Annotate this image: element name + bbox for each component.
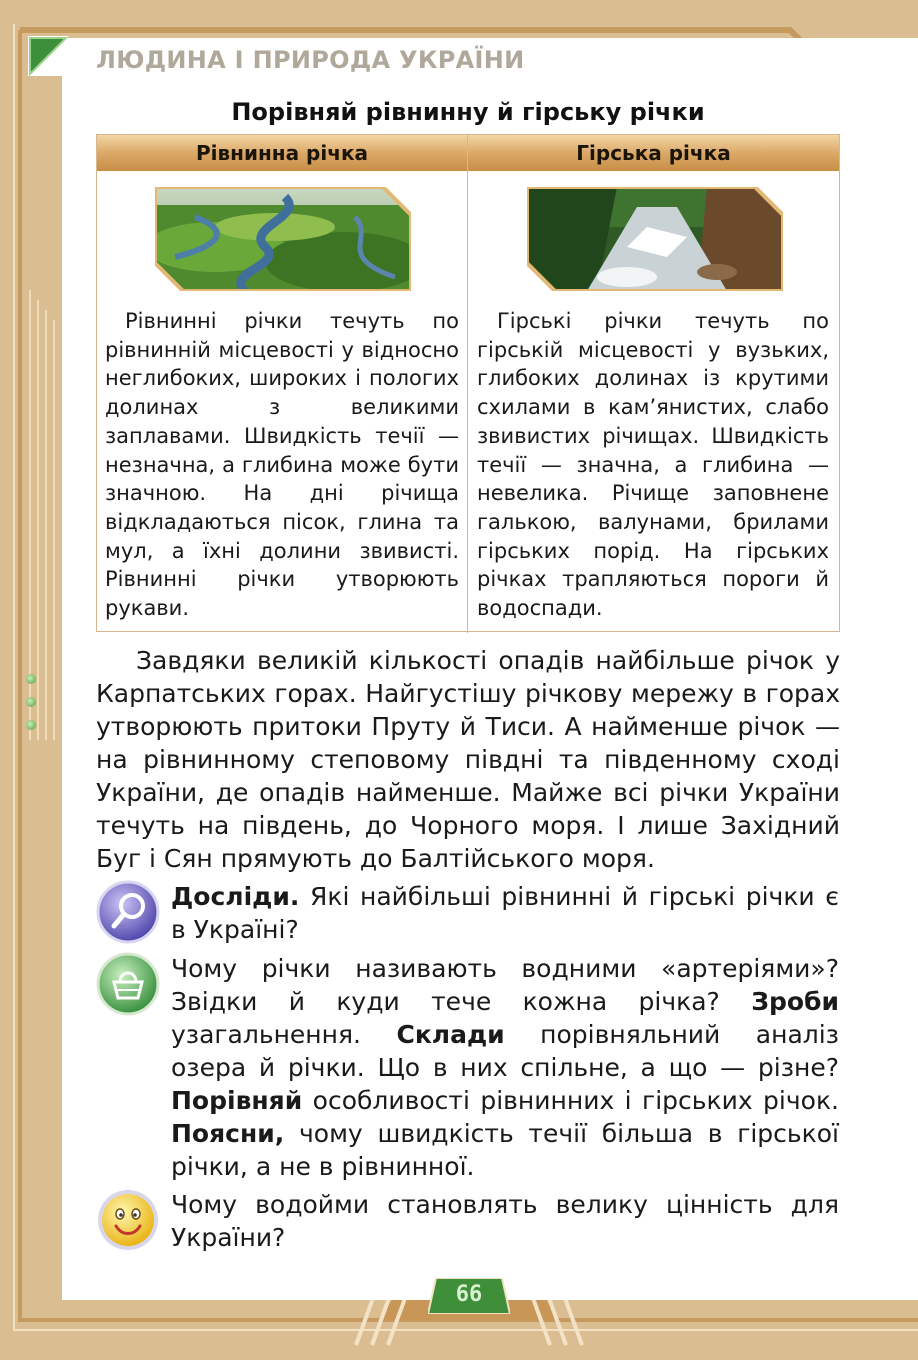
- dot-icon: [26, 674, 36, 684]
- section-title: ЛЮДИНА І ПРИРОДА УКРАЇНИ: [96, 46, 525, 74]
- task-text: Чому річки називають водними «артеріями»? Звідки й куди тече кожна річка?: [171, 954, 839, 1016]
- corner-triangle-icon: [28, 36, 68, 76]
- task-verb: Зроби: [751, 987, 839, 1016]
- mountain-river-photo: [527, 187, 783, 291]
- task-verb: Порівняй: [171, 1086, 303, 1115]
- mountain-river-description: Гірські річки течуть по гірській місцевості у вузьких, глибоких долинах із крутими схилами в кам’янистих, слабо звивистих річищах. Швидкість течії — значна, а глибина — невелика. Річище заповнене галькою, валунами, брилами гірських порід. На гірських річках трапляються пороги й водоспади.: [477, 309, 829, 621]
- dot-icon: [26, 697, 36, 707]
- research-task: [171, 880, 839, 946]
- column-heading-plain-river: Рівнинна річка: [97, 135, 467, 171]
- basket-icon: [96, 952, 160, 1016]
- column-heading-mountain-river: Гірська річка: [468, 135, 839, 171]
- task-verb: Склади: [396, 1020, 505, 1049]
- value-question: Чому водойми становлять велику цінність для України?: [171, 1190, 839, 1252]
- research-label: Досліди.: [171, 882, 300, 911]
- task-text: порівняльний аналіз озера й річки. Що в них спільне, а що — різне?: [171, 1020, 839, 1082]
- smiley-icon: [96, 1188, 160, 1252]
- task-verb: Поясни,: [171, 1119, 285, 1148]
- research-question: Які найбільші рівнинні й гірські річки є в Україні?: [171, 882, 839, 944]
- column-divider: [467, 135, 468, 633]
- dot-icon: [26, 720, 36, 730]
- task-text: чому швидкість течії більша в гірської річки, а не в рівнинної.: [171, 1119, 839, 1181]
- task-text: узагальнення.: [171, 1020, 397, 1049]
- table-title: Порівняй рівнинну й гірську річки: [231, 98, 705, 126]
- generalization-task: [171, 952, 839, 1183]
- plain-river-description: Рівнинні річки течуть по рівнинній місцевості у відносно неглибоких, широких і пологих долинах з великими заплавами. Швидкість течії — незначна, а глибина може бути значною. На дні річища відкладаються пісок, глина та мул, а їхні долини звивисті. Рівнинні річки утворюють рукави.: [105, 309, 459, 621]
- main-paragraph: Завдяки великій кількості опадів найбільше річок у Карпатських горах. Найгустішу річкову мережу в горах утворюють притоки Пруту й Тиси. А найменше річок — на рівнинному степовому півдні та південному сході України, де опадів найменше. Майже всі річки України течуть на південь, до Чорного моря. І лише Західний Буг і Сян прямують до Балтійського моря.: [96, 646, 840, 873]
- page-number: 66: [455, 1282, 483, 1307]
- comparison-table: [96, 134, 840, 632]
- plain-river-photo: [155, 187, 411, 291]
- task-text: особливості рівнинних і гірських річок.: [302, 1086, 839, 1115]
- magnifier-icon: [96, 880, 160, 944]
